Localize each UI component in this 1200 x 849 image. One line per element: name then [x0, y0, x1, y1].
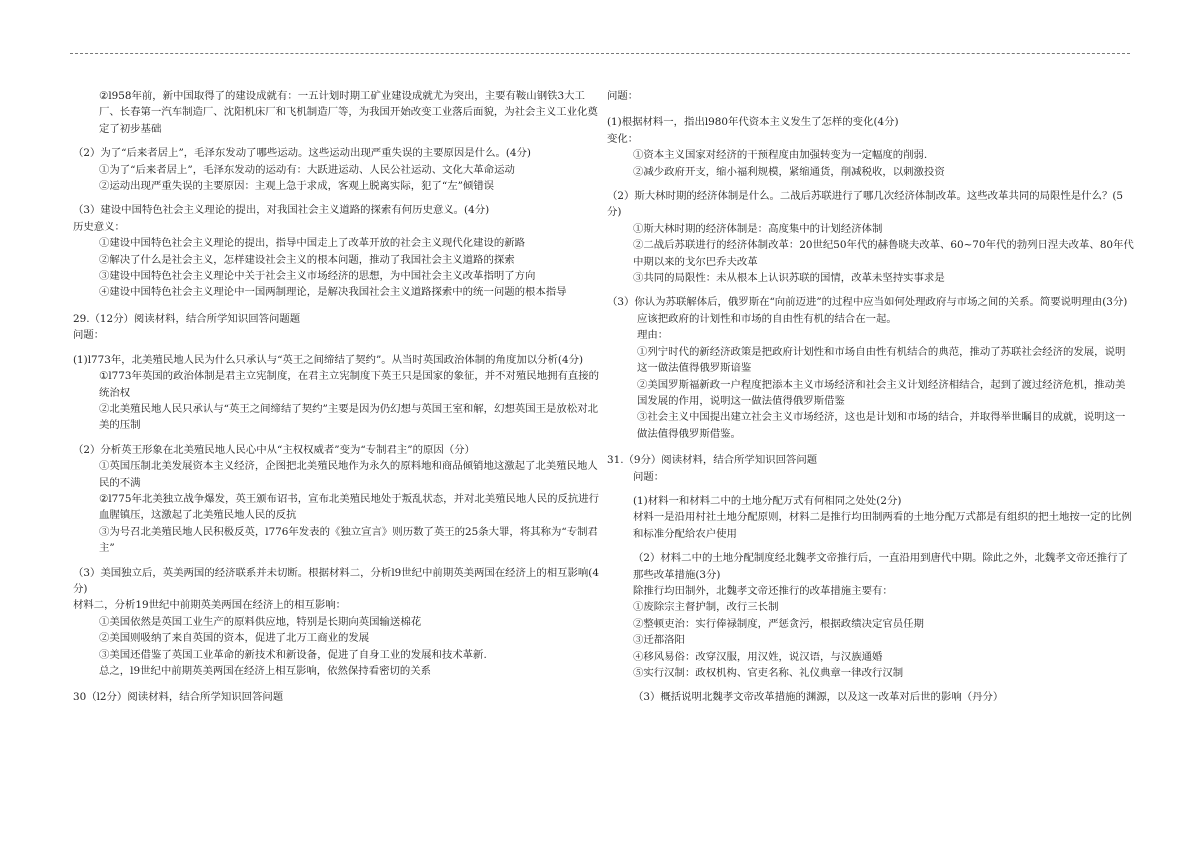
right-column	[607, 88, 1135, 706]
question-text: (1)根据材料一，指出l980年代资本主义发生了怎样的变化(4分)	[607, 116, 899, 129]
answer-text: 除推行均田制外，北魏孝文帝还推行的改革措施主要有：	[633, 584, 893, 597]
question-heading: 31.（9分）阅读材料，结合所学知识回答问题	[607, 454, 818, 467]
answer-text: ③共同的局限性：未从根本上认识苏联的国情，改革未坚持实事求是	[633, 272, 945, 285]
question-label: 问题：	[73, 329, 105, 342]
answer-text: ②解决了什么是社会主义，怎样建设社会主义的根本问题，推动了我国社会主义道路的探索	[99, 253, 515, 266]
header-rule	[70, 53, 1130, 54]
answer-label: 历史意义：	[73, 220, 125, 233]
answer-text: ③美国还借鉴了英国工业革命的新技术和新设备，促进了自身工业的发展和技术革新.	[99, 648, 487, 661]
answer-text: ②l775年北美独立战争爆发，英王颁布诏书，宣布北美殖民地处于叛乱状态，并对北美殖民地人民的反抗进行血腥镇压，这激起了北美殖民地人民的反抗	[99, 492, 600, 522]
question-text: （3）概括说明北魏孝文帝改革措施的渊源，以及这一改革对后世的影响（丹分）	[633, 691, 1004, 704]
answer-text: ①资本主义国家对经济的干预程度由加强转变为一定幅度的削弱.	[633, 149, 928, 162]
answer-text: ①美国依然是英国工业生产的原料供应地，特别是长期向英国输送棉花	[99, 615, 422, 628]
question-text: （3）你认为苏联解体后，俄罗斯在“向前迈进”的过程中应当如何处理政府与市场之间的关系。简要说明理由(3分)	[607, 296, 1128, 309]
answer-label: 材料二，分析19世纪中前期英美两国在经济上的相互影响：	[73, 599, 346, 612]
question-text: （3）美国独立后，英美两国的经济联系并未切断。根据材料二，分析l9世纪中前期英美两国在经济上的相互影响(4分)	[73, 566, 599, 595]
answer-text: ②运动出现严重失误的主要原因：主观上急于求成，客观上脱离实际，犯了“左”倾错误	[99, 180, 495, 193]
question-label: 问题：	[633, 470, 665, 483]
answer-text: ②整顿吏治：实行俸禄制度，严惩贪污，根据政绩决定官员任期	[633, 617, 924, 630]
answer-text: ③建设中国特色社会主义理论中关于社会主义市场经济的思想，为中国社会主义改革指明了方向	[99, 270, 536, 283]
question-label: 问题：	[607, 90, 639, 102]
answer-text: 应该把政府的计划性和市场的自由性有机的结合在一起。	[637, 312, 897, 325]
question-text: （3）建设中国特色社会主义理论的提出，对我国社会主义道路的探索有何历史意义。(4分)	[73, 204, 490, 217]
question-text: （2）斯大林时期的经济体制是什么。二战后苏联进行了哪几次经济体制改革。这些改革共同的局限性是什么？(5分)	[607, 190, 1124, 219]
question-heading: 29.（12分）阅读材料，结合所学知识回答问题题	[73, 312, 301, 325]
answer-text: ①为了“后来者居上”，毛泽东发动的运动有：大跃进运动、人民公社运动、文化大革命运动	[99, 163, 515, 176]
answer-text: ④建设中国特色社会主义理论中一国两制理论，是解决我国社会主义道路探索中的统一问题的根本指导	[99, 286, 567, 299]
answer-text: ①废除宗主督护制，改行三长制	[633, 601, 779, 614]
answer-text: ①列宁时代的新经济政策是把政府计划性和市场自由性有机结合的典范，推动了苏联社会经济的发展，说明这一做法值得俄罗斯谙鉴	[637, 345, 1126, 375]
answer-text: ①斯大林时期的经济体制是：高度集中的计划经济体制	[633, 222, 883, 235]
answer-text: 总之，l9世纪中前期英美两国在经济上相互影响，依然保持看密切的关系	[99, 665, 432, 677]
question-text: (1)材料一和材料二中的土地分配万式有何相同之处处(2分)	[633, 494, 902, 507]
answer-label: 变化：	[607, 132, 639, 145]
answer-text: ②北美殖民地人民只承认与“英王之间缔结了契约”主要是因为仍幻想与英国王室和解，幻想英国王是放松对北美的压制	[99, 402, 598, 432]
answer-text: ⑤实行汉制：政权机构、官吏名称、礼仪典章一律改行汉制	[633, 667, 904, 679]
answer-text: ③迁都洛阳	[633, 634, 685, 647]
question-text: （2）材料二中的土地分配制度经北魏孝文帝推行后，一直沿用到唐代中期。除此之外，北魏孝文帝还推行了那些改革措施(3分)	[633, 552, 1128, 581]
answer-text: ②l958年前，新中国取得了的建设成就有：一五计划时期工矿业建设成就尤为突出，主要有鞍山钢铁3大工厂、长春第一汽车制造厂、沈阳机床厂和飞机制造厂等，为我国开始改变工业落后面貌，为社会主义工业化奠定了初步基础	[99, 90, 598, 135]
answer-text: 材料一是沿用村社土地分配原则，材料二是推行均田制两看的土地分配万式都是有组织的把土地按一定的比例和标准分配给农户使用	[633, 511, 1132, 540]
answer-text: ①l773年英国的政治体制是君主立宪制度，在君主立宪制度下英王只是国家的象征，并不对殖民地拥有直接的统治权	[99, 370, 600, 399]
answer-text: ①建设中国特色社会主义理论的提出，指导中国走上了改革开放的社会主义现代化建设的新路	[99, 237, 526, 250]
answer-label: 理由：	[637, 329, 669, 342]
answer-text: ③社会主义中国提出建立社会主义市场经济，这也是计划和市场的结合，并取得举世瞩目的成就，说明这一做法值得俄罗斯借鉴。	[637, 411, 1126, 440]
question-text: （2）分析英王形象在北美殖民地人民心中从“主权权威者”变为“专制君主”的原因（分）	[73, 443, 475, 456]
answer-text: ②减少政府开支，缩小福利规模，紧缩通货，削减税收，以刺激投资	[633, 165, 945, 178]
question-text: （2）为了“后来者居上”，毛泽东发动了哪些运动。这些运动出现严重失误的主要原因是什么。(4分)	[73, 147, 531, 160]
answer-text: ③为号召北美殖民地人民积极反英，l776年发表的《独立宣言》则历数了英王的25条大罪，将其称为“专制君主”	[99, 525, 598, 555]
left-column	[73, 88, 603, 706]
answer-text: ①英国压制北美发展资本主义经济，企图把北美殖民地作为永久的原料地和商品倾销地这激起了北美殖民地人民的不满	[99, 460, 598, 489]
answer-text: ②美国则吸纳了来自英国的资本，促进了北万工商业的发展	[99, 632, 370, 645]
question-text: (1)l773年，北美殖民地人民为什么只承认与“英王之间缔结了契约”。从当时英国政治体制的角度加以分析(4分)	[73, 353, 584, 366]
question-heading: 30（l2分）阅读材料，结合所学知识回答问题	[73, 691, 284, 704]
answer-text: ②二战后苏联进行的经济体制改革：20世纪50年代的赫鲁晓夫改革、60~70年代的勃列日涅夫改革、80年代中期以来的戈尔巴乔夫改革	[633, 239, 1134, 268]
answer-text: ④移风易俗：改穿汉服，用汉姓，说汉语，与汉族通婚	[633, 650, 883, 663]
answer-text: ②美国罗斯福新政一户程度把添本主义市场经济和社会主义计划经济相结合，起到了渡过经济危机，推动美国发展的作用，说明这一做法值得俄罗斯借鉴	[637, 378, 1126, 407]
